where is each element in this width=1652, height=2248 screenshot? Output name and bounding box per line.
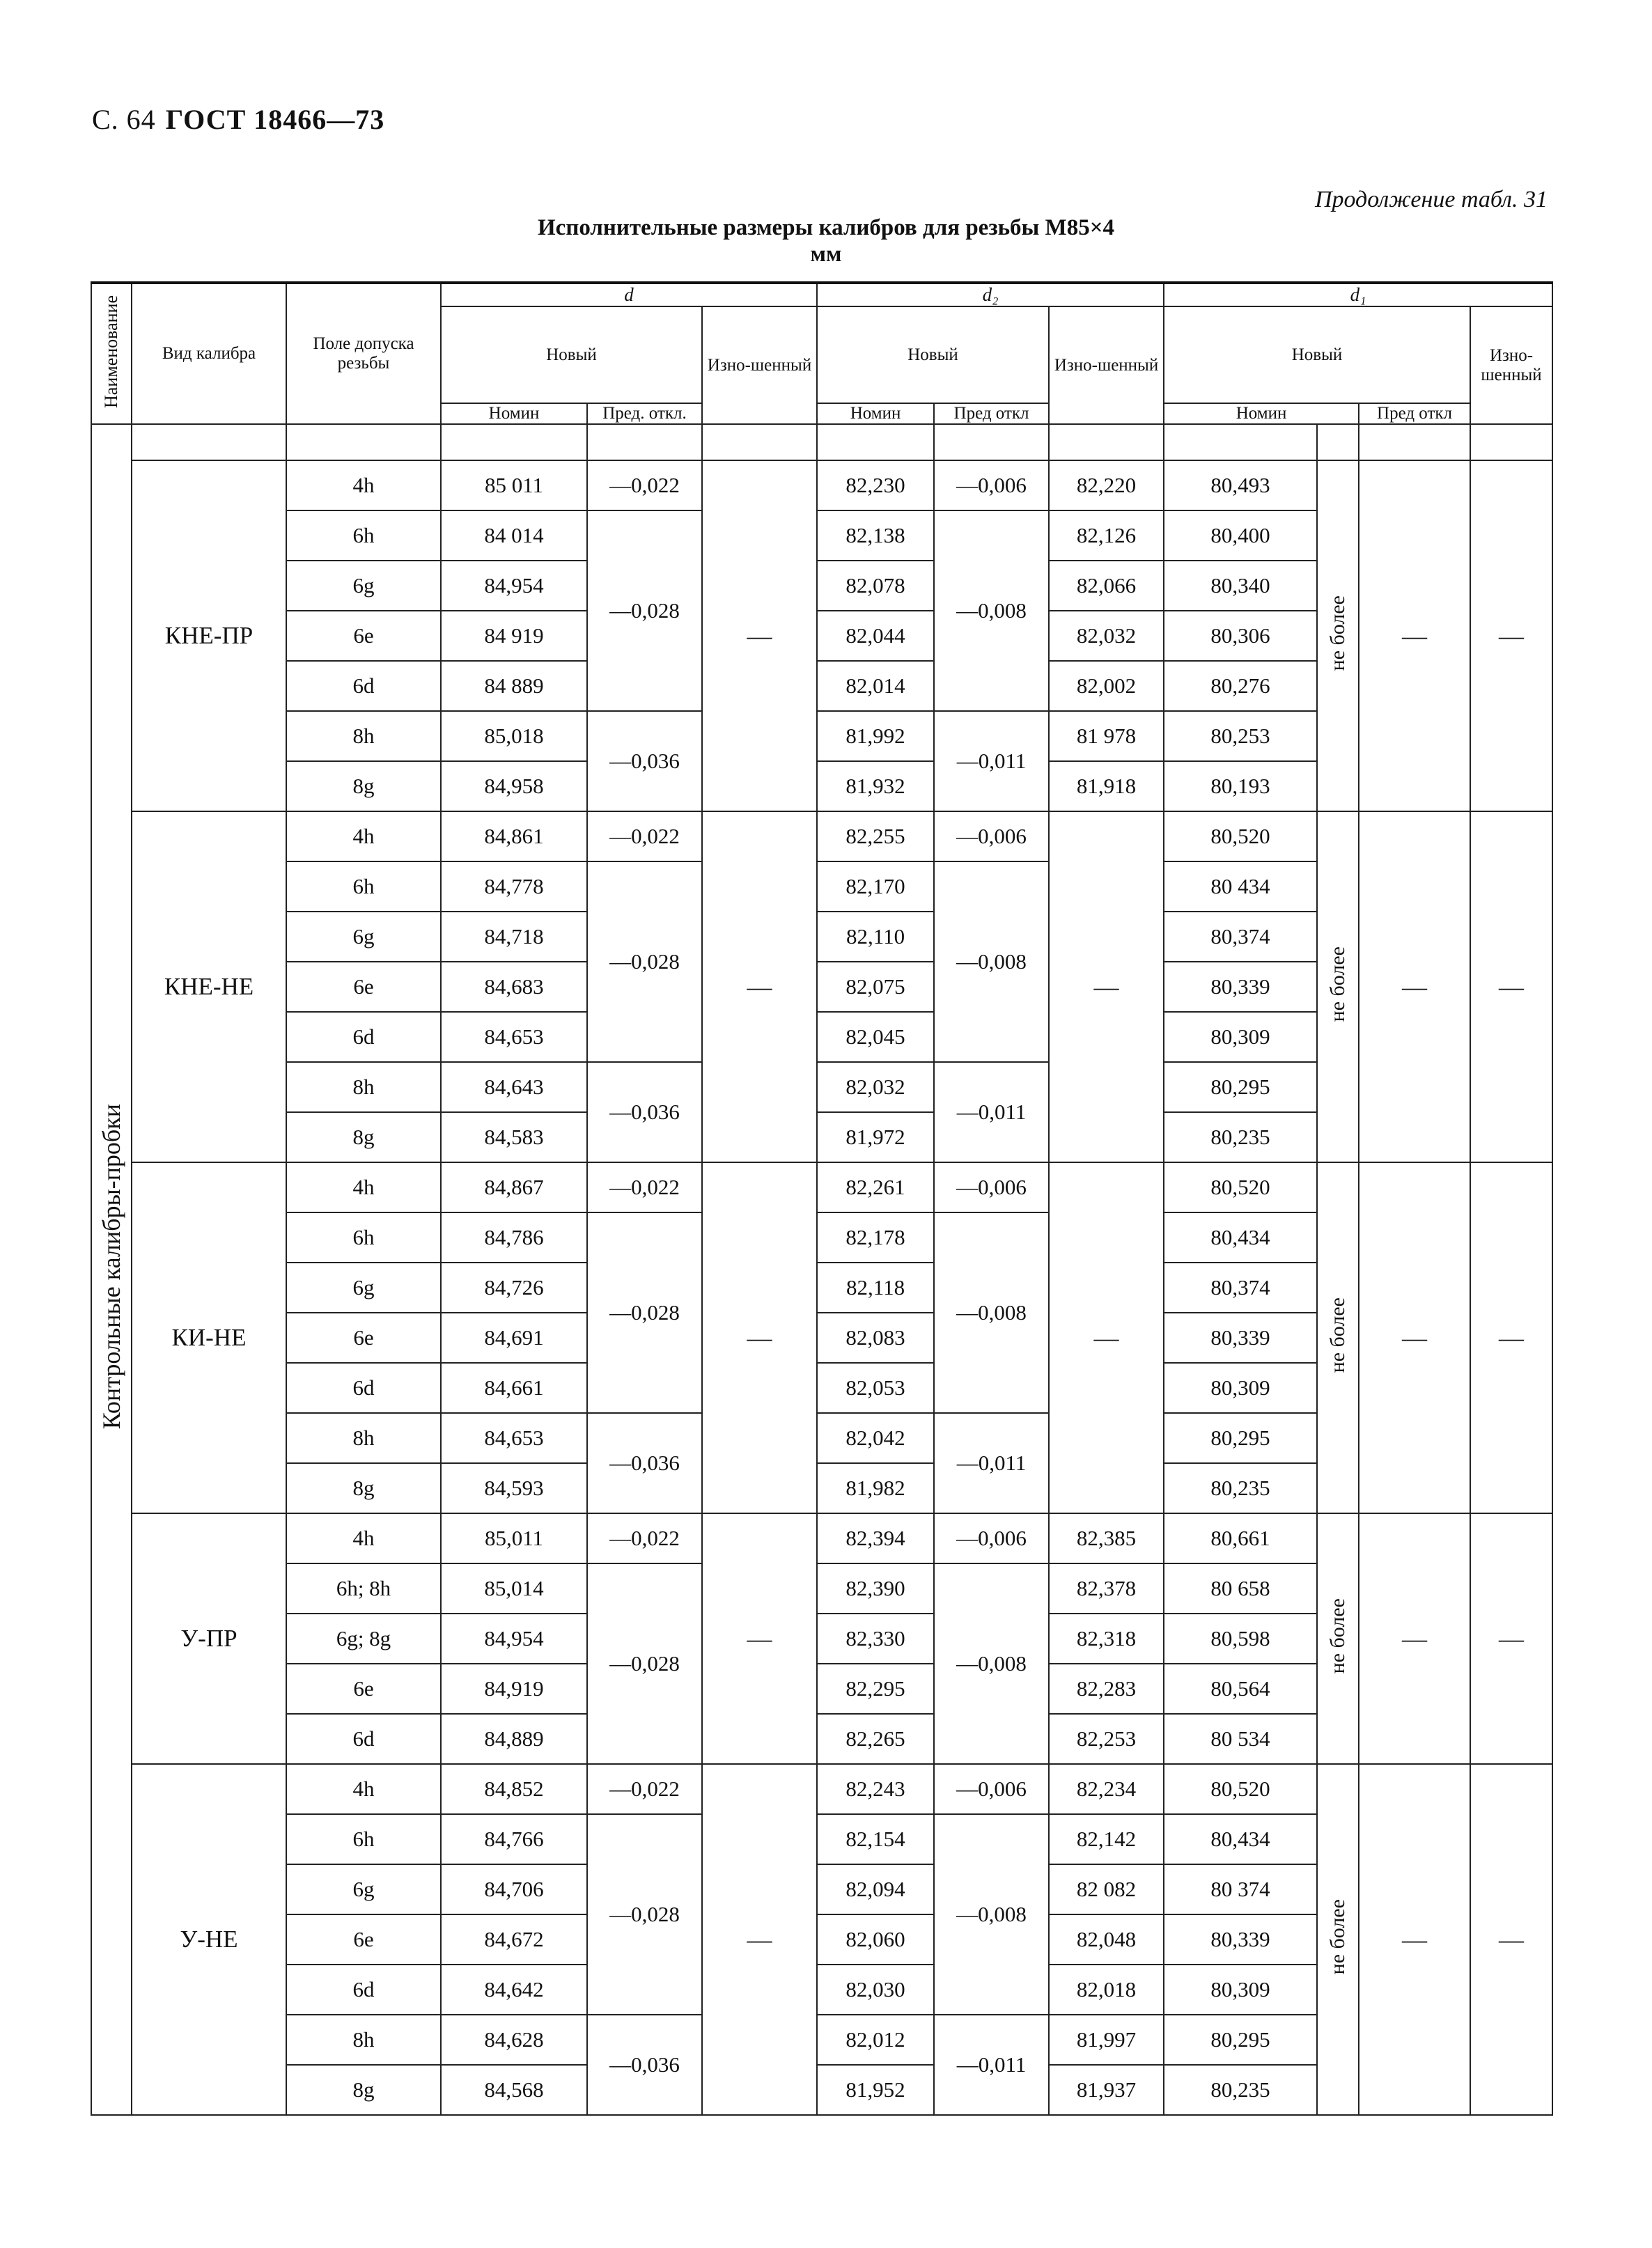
d1-nominal-cell: 80,661 [1164, 1513, 1317, 1563]
d1-nominal-cell: 80,564 [1164, 1664, 1317, 1714]
d2-worn-cell: 82,283 [1049, 1664, 1164, 1714]
d2-nominal-cell: 82,118 [817, 1263, 934, 1313]
d2-nominal-cell: 82,094 [817, 1864, 934, 1914]
tolerance-field-cell: 6d [286, 1714, 441, 1764]
d1-note-cell [1317, 1513, 1359, 1764]
d-nominal-cell: 84,861 [441, 811, 587, 861]
d1-nominal-cell: 80,339 [1164, 1313, 1317, 1363]
d-nominal-cell: 84,593 [441, 1463, 587, 1513]
d2-worn-cell: 82,234 [1049, 1764, 1164, 1814]
not-more-than-label: не более [1326, 946, 1350, 1022]
d1-nominal-cell: 80,295 [1164, 1413, 1317, 1463]
col-d1-group-header: d₁ [1164, 283, 1552, 306]
d2-worn-cell: 82,126 [1049, 510, 1164, 561]
d2-nominal-cell: 82,042 [817, 1413, 934, 1463]
d2-deviation-cell: —0,006 [934, 460, 1049, 510]
tolerance-field-cell: 6d [286, 1012, 441, 1062]
d1-nominal-cell: 80,400 [1164, 510, 1317, 561]
d-nominal-cell: 84,889 [441, 1714, 587, 1764]
group-name-cell [91, 424, 132, 2115]
d1-nominal-cell: 80 434 [1164, 861, 1317, 912]
d2-nominal-cell: 82,170 [817, 861, 934, 912]
col-d1-deviation-header: Пред откл [1359, 403, 1470, 424]
d2-worn-cell: 82,018 [1049, 1965, 1164, 2015]
d2-deviation-cell: —0,008 [934, 510, 1049, 711]
tolerance-field-cell: 6d [286, 1965, 441, 2015]
d2-nominal-cell: 82,083 [817, 1313, 934, 1363]
d1-nominal-cell: 80,295 [1164, 1062, 1317, 1112]
d1-nominal-cell: 80,295 [1164, 2015, 1317, 2065]
d-nominal-cell: 84 919 [441, 611, 587, 661]
d2-deviation-cell: —0,006 [934, 1513, 1049, 1563]
d1-nominal-cell: 80,493 [1164, 460, 1317, 510]
d1-nominal-cell: 80 534 [1164, 1714, 1317, 1764]
d1-nominal-cell: 80,306 [1164, 611, 1317, 661]
d2-deviation-cell: —0,011 [934, 1413, 1049, 1513]
d-nominal-cell: 84,683 [441, 962, 587, 1012]
d1-nominal-cell: 80,235 [1164, 1463, 1317, 1513]
col-d2-worn-header: Изно-шенный [1049, 306, 1164, 424]
d-deviation-cell: —0,028 [587, 510, 702, 711]
col-name-header: Наименование [91, 283, 132, 424]
col-d1-worn-header: Изно-шенный [1470, 306, 1552, 424]
d2-nominal-cell: 81,972 [817, 1112, 934, 1162]
d-nominal-cell: 84,628 [441, 2015, 587, 2065]
d2-deviation-cell: —0,006 [934, 1764, 1049, 1814]
d-nominal-cell: 84 014 [441, 510, 587, 561]
d2-worn-cell: 82 082 [1049, 1864, 1164, 1914]
tolerance-field-cell: 8h [286, 1062, 441, 1112]
spacer-cell [1049, 424, 1164, 460]
d2-nominal-cell: 82,394 [817, 1513, 934, 1563]
d1-nominal-cell: 80,520 [1164, 1162, 1317, 1212]
d-nominal-cell: 84,706 [441, 1864, 587, 1914]
tolerance-field-cell: 8h [286, 711, 441, 761]
not-more-than-label: не более [1326, 595, 1350, 671]
d2-worn-cell: 82,142 [1049, 1814, 1164, 1864]
d1-note-cell [1317, 460, 1359, 811]
tolerance-field-cell: 6g [286, 1263, 441, 1313]
tolerance-field-cell: 8g [286, 761, 441, 811]
col-d-new-header: Новый [441, 306, 702, 403]
d-nominal-cell: 84,661 [441, 1363, 587, 1413]
tolerance-field-cell: 4h [286, 460, 441, 510]
d-nominal-cell: 84,643 [441, 1062, 587, 1112]
col-d-group-header: d [441, 283, 817, 306]
d-deviation-cell: —0,028 [587, 861, 702, 1062]
tolerance-field-cell: 6g; 8g [286, 1614, 441, 1664]
d2-worn-cell: 82,002 [1049, 661, 1164, 711]
d2-nominal-cell: 81,992 [817, 711, 934, 761]
d2-worn-cell: 82,066 [1049, 561, 1164, 611]
group-name-label: Контрольные калибры-пробки [98, 1104, 125, 1430]
d1-deviation-cell: — [1359, 1764, 1470, 2115]
d1-deviation-cell: — [1359, 460, 1470, 811]
spacer-cell [132, 424, 286, 460]
d2-nominal-cell: 81,932 [817, 761, 934, 811]
d1-nominal-cell: 80,309 [1164, 1965, 1317, 2015]
d1-nominal-cell: 80,340 [1164, 561, 1317, 611]
spacer-cell [1470, 424, 1552, 460]
d2-worn-cell: 82,318 [1049, 1614, 1164, 1664]
d2-nominal-cell: 82,154 [817, 1814, 934, 1864]
page-number: С. 64 [92, 104, 156, 135]
gauge-kind-cell: КНЕ-ПР [132, 460, 286, 811]
d-worn-cell: — [702, 1513, 817, 1764]
d2-deviation-cell: —0,011 [934, 1062, 1049, 1162]
d1-nominal-cell: 80,309 [1164, 1012, 1317, 1062]
tolerance-field-cell: 6h [286, 861, 441, 912]
d-nominal-cell: 84,958 [441, 761, 587, 811]
d-nominal-cell: 84,954 [441, 1614, 587, 1664]
d-worn-cell: — [702, 460, 817, 811]
d1-deviation-cell: — [1359, 1162, 1470, 1513]
d2-deviation-cell: —0,006 [934, 1162, 1049, 1212]
d2-worn-cell: 82,385 [1049, 1513, 1164, 1563]
d-nominal-cell: 84,919 [441, 1664, 587, 1714]
d1-nominal-cell: 80 374 [1164, 1864, 1317, 1914]
d1-nominal-cell: 80,235 [1164, 1112, 1317, 1162]
d2-nominal-cell: 82,390 [817, 1563, 934, 1614]
d-nominal-cell: 84 889 [441, 661, 587, 711]
d2-nominal-cell: 82,075 [817, 962, 934, 1012]
d2-deviation-cell: —0,008 [934, 1563, 1049, 1764]
tolerance-field-cell: 6h; 8h [286, 1563, 441, 1614]
d-nominal-cell: 84,852 [441, 1764, 587, 1814]
d-nominal-cell: 85,014 [441, 1563, 587, 1614]
d1-note-cell [1317, 1162, 1359, 1513]
d1-nominal-cell: 80,598 [1164, 1614, 1317, 1664]
d1-worn-cell: — [1470, 1764, 1552, 2115]
d2-worn-cell: 82,378 [1049, 1563, 1164, 1614]
d1-nominal-cell: 80,434 [1164, 1212, 1317, 1263]
d-deviation-cell: —0,036 [587, 1062, 702, 1162]
d-nominal-cell: 84,766 [441, 1814, 587, 1864]
d2-worn-cell: 82,048 [1049, 1914, 1164, 1965]
d2-deviation-cell: —0,008 [934, 1212, 1049, 1413]
d2-nominal-cell: 82,044 [817, 611, 934, 661]
d1-worn-cell: — [1470, 811, 1552, 1162]
d2-nominal-cell: 82,045 [817, 1012, 934, 1062]
d-deviation-cell: —0,022 [587, 1162, 702, 1212]
d-nominal-cell: 84,867 [441, 1162, 587, 1212]
d-nominal-cell: 84,642 [441, 1965, 587, 2015]
tolerance-field-cell: 6e [286, 1914, 441, 1965]
tolerance-field-cell: 8g [286, 1463, 441, 1513]
d2-worn-cell: 82,032 [1049, 611, 1164, 661]
col-d2-nominal-header: Номин [817, 403, 934, 424]
d1-note-cell [1317, 1764, 1359, 2115]
d2-deviation-cell: —0,008 [934, 861, 1049, 1062]
d1-nominal-cell: 80,193 [1164, 761, 1317, 811]
gauge-dimensions-table [91, 281, 1553, 2116]
d2-nominal-cell: 82,078 [817, 561, 934, 611]
tolerance-field-cell: 6g [286, 912, 441, 962]
tolerance-field-cell: 6d [286, 661, 441, 711]
d2-nominal-cell: 82,110 [817, 912, 934, 962]
table-continuation-label: Продолжение табл. 31 [1314, 187, 1548, 212]
d2-worn-cell: 82,220 [1049, 460, 1164, 510]
col-kind-header: Вид калибра [132, 283, 286, 424]
col-d-worn-header: Изно-шенный [702, 306, 817, 424]
d-deviation-cell: —0,036 [587, 2015, 702, 2115]
d2-deviation-cell: —0,011 [934, 711, 1049, 811]
d-deviation-cell: —0,036 [587, 711, 702, 811]
spacer-cell [441, 424, 587, 460]
spacer-cell [1359, 424, 1470, 460]
d2-nominal-cell: 82,295 [817, 1664, 934, 1714]
tolerance-field-cell: 8h [286, 2015, 441, 2065]
spacer-cell [817, 424, 934, 460]
spacer-cell [702, 424, 817, 460]
d1-worn-cell: — [1470, 1513, 1552, 1764]
d-nominal-cell: 84,568 [441, 2065, 587, 2115]
col-d2-deviation-header: Пред откл [934, 403, 1049, 424]
d2-nominal-cell: 81,952 [817, 2065, 934, 2115]
d-nominal-cell: 85,011 [441, 1513, 587, 1563]
tolerance-field-cell: 4h [286, 811, 441, 861]
d-deviation-cell: —0,022 [587, 1764, 702, 1814]
d2-nominal-cell: 82,330 [817, 1614, 934, 1664]
d1-nominal-cell: 80,374 [1164, 1263, 1317, 1313]
gauge-kind-cell: КИ-НЕ [132, 1162, 286, 1513]
d-nominal-cell: 84,653 [441, 1012, 587, 1062]
d1-nominal-cell: 80,520 [1164, 1764, 1317, 1814]
d1-nominal-cell: 80,253 [1164, 711, 1317, 761]
d-worn-cell: — [702, 1162, 817, 1513]
d-deviation-cell: —0,022 [587, 811, 702, 861]
tolerance-field-cell: 6e [286, 611, 441, 661]
d1-nominal-cell: 80,309 [1164, 1363, 1317, 1413]
table-unit: мм [810, 242, 842, 267]
d2-nominal-cell: 82,053 [817, 1363, 934, 1413]
d-nominal-cell: 84,954 [441, 561, 587, 611]
table-title-text: Исполнительные размеры калибров для резьбы М85×4 [538, 215, 1114, 240]
tolerance-field-cell: 6h [286, 1212, 441, 1263]
d-worn-cell: — [702, 811, 817, 1162]
tolerance-field-cell: 6e [286, 1664, 441, 1714]
col-d2-new-header: Новый [817, 306, 1049, 403]
d-nominal-cell: 84,653 [441, 1413, 587, 1463]
tolerance-field-cell: 6e [286, 1313, 441, 1363]
d-deviation-cell: —0,022 [587, 460, 702, 510]
table-spacer-row [91, 424, 1552, 460]
col-d2-group-header: d₂ [817, 283, 1164, 306]
d2-nominal-cell: 82,032 [817, 1062, 934, 1112]
d2-nominal-cell: 82,060 [817, 1914, 934, 1965]
d1-note-cell [1317, 811, 1359, 1162]
d1-deviation-cell: — [1359, 811, 1470, 1162]
d2-nominal-cell: 81,982 [817, 1463, 934, 1513]
table-row [91, 1513, 1552, 1563]
d2-nominal-cell: 82,178 [817, 1212, 934, 1263]
d2-deviation-cell: —0,006 [934, 811, 1049, 861]
d1-nominal-cell: 80,235 [1164, 2065, 1317, 2115]
d2-nominal-cell: 82,255 [817, 811, 934, 861]
d2-deviation-cell: —0,011 [934, 2015, 1049, 2115]
d1-deviation-cell: — [1359, 1513, 1470, 1764]
tolerance-field-cell: 8h [286, 1413, 441, 1463]
standard-number: ГОСТ 18466—73 [165, 104, 385, 135]
d2-deviation-cell: —0,008 [934, 1814, 1049, 2015]
tolerance-field-cell: 6e [286, 962, 441, 1012]
col-d1-nominal-header: Номин [1164, 403, 1359, 424]
tolerance-field-cell: 6d [286, 1363, 441, 1413]
col-d-deviation-header: Пред. откл. [587, 403, 702, 424]
table-row [91, 460, 1552, 510]
d1-nominal-cell: 80,374 [1164, 912, 1317, 962]
d1-nominal-cell: 80,339 [1164, 1914, 1317, 1965]
d1-nominal-cell: 80 658 [1164, 1563, 1317, 1614]
d-deviation-cell: —0,022 [587, 1513, 702, 1563]
d2-worn-cell: 81 978 [1049, 711, 1164, 761]
d2-worn-cell: — [1049, 1162, 1164, 1513]
tolerance-field-cell: 4h [286, 1162, 441, 1212]
table-row [91, 1162, 1552, 1212]
col-d1-new-header: Новый [1164, 306, 1470, 403]
d1-nominal-cell: 80,434 [1164, 1814, 1317, 1864]
d2-worn-cell: 81,937 [1049, 2065, 1164, 2115]
not-more-than-label: не более [1326, 1598, 1350, 1674]
col-d-nominal-header: Номин [441, 403, 587, 424]
spacer-cell [286, 424, 441, 460]
d2-worn-cell: — [1049, 811, 1164, 1162]
d-worn-cell: — [702, 1764, 817, 2115]
not-more-than-label: не более [1326, 1898, 1350, 1975]
d-nominal-cell: 84,672 [441, 1914, 587, 1965]
d-nominal-cell: 84,691 [441, 1313, 587, 1363]
table-body [91, 424, 1552, 2115]
table-title [0, 214, 1652, 267]
d2-worn-cell: 81,918 [1049, 761, 1164, 811]
table-row [91, 1764, 1552, 1814]
not-more-than-label: не более [1326, 1297, 1350, 1373]
d1-nominal-cell: 80,520 [1164, 811, 1317, 861]
d-deviation-cell: —0,028 [587, 1814, 702, 2015]
tolerance-field-cell: 4h [286, 1513, 441, 1563]
gauge-kind-cell: КНЕ-НЕ [132, 811, 286, 1162]
tolerance-field-cell: 8g [286, 2065, 441, 2115]
table-row [91, 811, 1552, 861]
gauge-kind-cell: У-НЕ [132, 1764, 286, 2115]
gauge-kind-cell: У-ПР [132, 1513, 286, 1764]
d1-nominal-cell: 80,339 [1164, 962, 1317, 1012]
d2-worn-cell: 82,253 [1049, 1714, 1164, 1764]
spacer-cell [1317, 424, 1359, 460]
d2-nominal-cell: 82,265 [817, 1714, 934, 1764]
d2-nominal-cell: 82,261 [817, 1162, 934, 1212]
d2-nominal-cell: 82,012 [817, 2015, 934, 2065]
tolerance-field-cell: 6h [286, 510, 441, 561]
d-deviation-cell: —0,036 [587, 1413, 702, 1513]
tolerance-field-cell: 6g [286, 561, 441, 611]
tolerance-field-cell: 8g [286, 1112, 441, 1162]
tolerance-field-cell: 6h [286, 1814, 441, 1864]
d-nominal-cell: 85 011 [441, 460, 587, 510]
d1-nominal-cell: 80,276 [1164, 661, 1317, 711]
d2-nominal-cell: 82,243 [817, 1764, 934, 1814]
d2-nominal-cell: 82,030 [817, 1965, 934, 2015]
tolerance-field-cell: 6g [286, 1864, 441, 1914]
d2-worn-cell: 81,997 [1049, 2015, 1164, 2065]
col-tolerance-field-header: Поле допуска резьбы [286, 283, 441, 424]
d-nominal-cell: 84,583 [441, 1112, 587, 1162]
d-deviation-cell: —0,028 [587, 1212, 702, 1413]
d2-nominal-cell: 82,230 [817, 460, 934, 510]
d1-worn-cell: — [1470, 1162, 1552, 1513]
d-nominal-cell: 84,778 [441, 861, 587, 912]
d2-nominal-cell: 82,014 [817, 661, 934, 711]
d-nominal-cell: 84,726 [441, 1263, 587, 1313]
tolerance-field-cell: 4h [286, 1764, 441, 1814]
d-nominal-cell: 85,018 [441, 711, 587, 761]
spacer-cell [587, 424, 702, 460]
d-nominal-cell: 84,718 [441, 912, 587, 962]
d-deviation-cell: —0,028 [587, 1563, 702, 1764]
d2-nominal-cell: 82,138 [817, 510, 934, 561]
spacer-cell [1164, 424, 1317, 460]
d1-worn-cell: — [1470, 460, 1552, 811]
d-nominal-cell: 84,786 [441, 1212, 587, 1263]
page-header [92, 103, 384, 136]
spacer-cell [934, 424, 1049, 460]
